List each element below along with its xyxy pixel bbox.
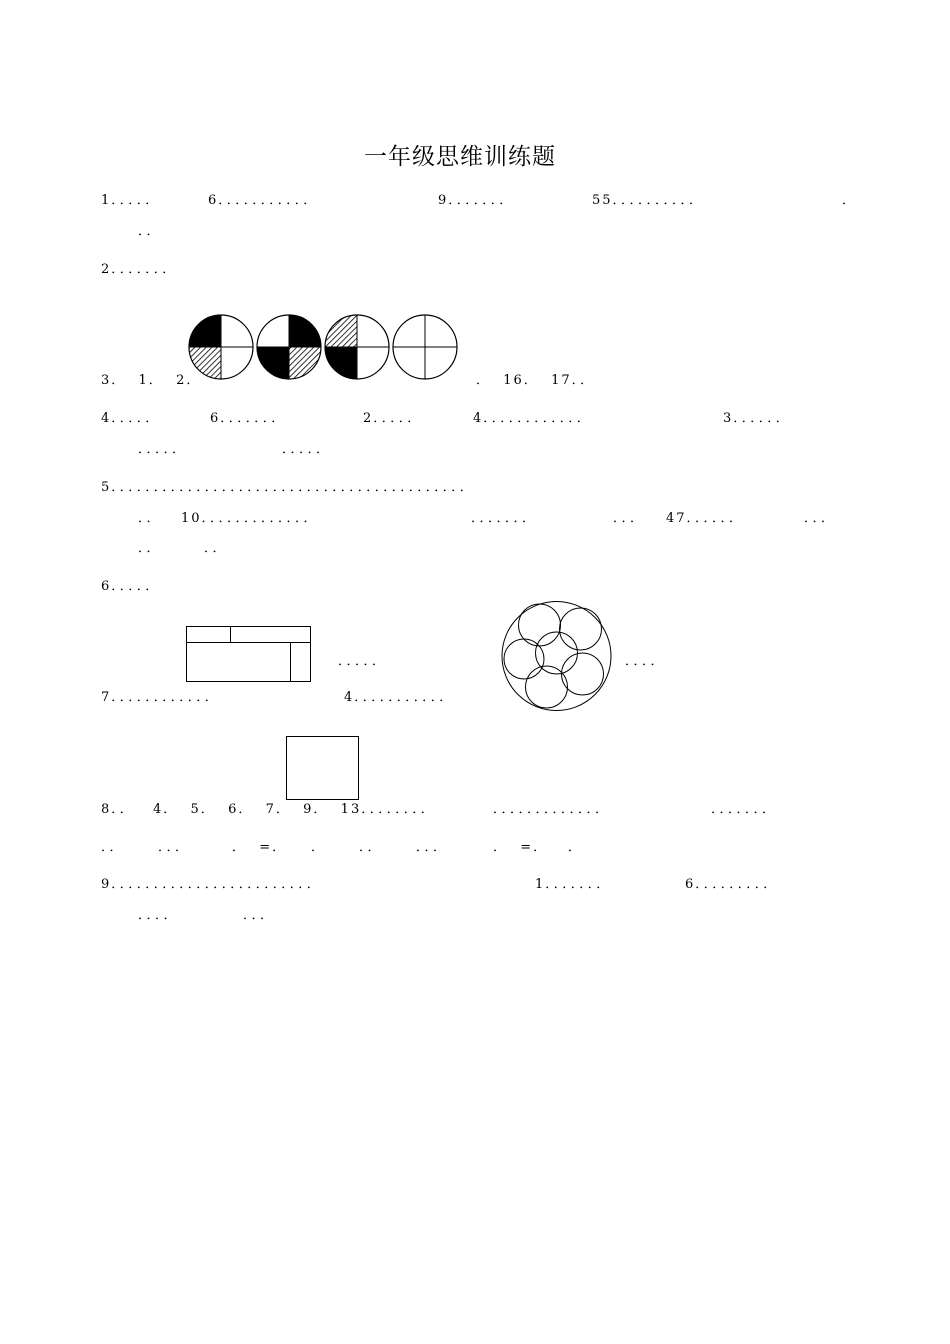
quartered-circle (393, 315, 457, 379)
circles-count-figure (501, 600, 613, 713)
q1-text-1: 1．．．．． (101, 193, 161, 208)
q8-line2c: ． =． (232, 840, 288, 855)
q2-text: 2．．．．．．． (101, 262, 178, 277)
q3-text-2: ． 16． 17．． (476, 373, 596, 388)
q1-text-line2: ．． (138, 224, 162, 239)
q1-text-5: ． (842, 193, 858, 208)
q8-text-2: 4． 5． 6． 7． 9． 13．．．．．．．． (153, 802, 436, 817)
q5-text-line2b: 10．．．．．．．．．．．．． (181, 511, 319, 526)
q4-text-2: 6．．．．．．． (210, 411, 287, 426)
q8-line2g: ． =． (493, 840, 549, 855)
q6-circle-label: ．．．． (625, 654, 666, 669)
q5-text-line2c: ．．．．．．． (471, 511, 538, 526)
quartered-circle (325, 315, 389, 379)
q5-text-line2d: ．．． (613, 511, 646, 526)
page-title: 一年级思维训练题 (364, 144, 556, 170)
q8-line2e: ．． (359, 840, 383, 855)
q6-text: 6．．．．． (101, 579, 161, 594)
q6-rect-label: ．．．．． (338, 654, 388, 669)
q8-text-4: ．．．．．．． (711, 802, 778, 817)
q5-text-line2a: ．． (138, 511, 162, 526)
q5-text-line1: 5．．．．．．．．．．．．．．．．．．．．．．．．．．．．．．．．．．．．．．．．．． (101, 480, 475, 495)
q4-text-line2b: ．．．．． (282, 442, 332, 457)
q8-text-3: ．．．．．．．．．．．．． (493, 802, 611, 817)
q9-line2b: ．．． (243, 908, 276, 923)
q8-line2h: ． (568, 840, 584, 855)
q8-line2d: ． (311, 840, 327, 855)
q8-line2b: ．．． (158, 840, 191, 855)
q1-text-3: 9．．．．．．． (438, 193, 515, 208)
q4-text-1: 4．．．．． (101, 411, 161, 426)
q5-text-line2e: 47．．．．．． (666, 511, 745, 526)
q9-line2a: ．．．． (138, 908, 179, 923)
q7-text-2: 4．．．．．．．．．．． (344, 690, 455, 705)
q8-line2f: ．．． (416, 840, 449, 855)
q9-text-2: 1．．．．．．． (535, 877, 612, 892)
q4-text-line2a: ．．．．． (138, 442, 188, 457)
q4-text-4: 4．．．．．．．．．．．． (473, 411, 592, 426)
q1-text-4: 55．．．．．．．．．． (592, 193, 705, 208)
q9-text-3: 6．．．．．．．．． (685, 877, 779, 892)
quartered-circle (189, 315, 253, 379)
square-figure (286, 736, 360, 801)
q4-text-5: 3．．．．．． (723, 411, 791, 426)
quartered-circle (257, 315, 321, 379)
q5-text-line2f: ．．． (804, 511, 837, 526)
q4-text-3: 2．．．．． (363, 411, 423, 426)
q3-text-1: 3． 1． 2． (101, 373, 202, 388)
q1-text-2: 6．．．．．．．．．．． (208, 193, 319, 208)
q8-line2a: ．． (101, 840, 125, 855)
quartered-circles-figure (180, 305, 480, 390)
rectangle-count-figure (186, 626, 312, 683)
q5-text-line3a: ．． (138, 541, 162, 556)
q5-text-line3b: ．． (204, 541, 228, 556)
q7-text-1: 7．．．．．．．．．．．． (101, 690, 220, 705)
q8-text-1: 8．． (101, 802, 135, 817)
q9-text-1: 9．．．．．．．．．．．．．．．．．．．．．．．． (101, 877, 322, 892)
